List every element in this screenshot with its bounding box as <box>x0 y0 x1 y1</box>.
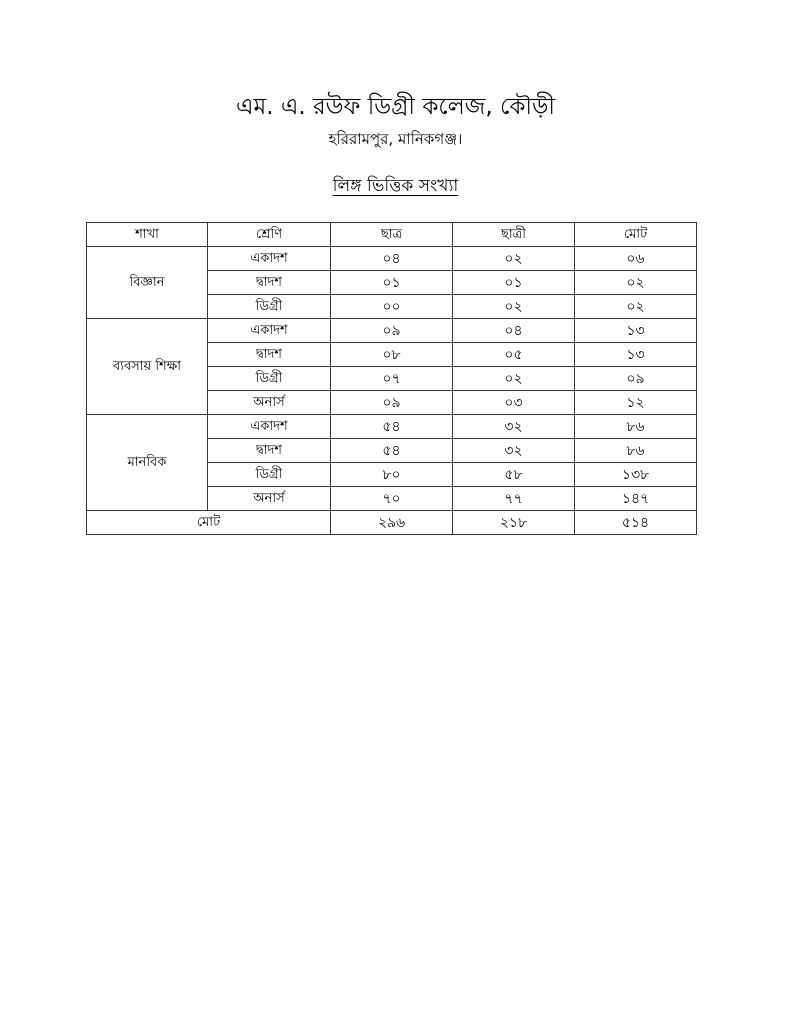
female-count-cell: ০২ <box>453 367 575 391</box>
class-cell: একাদশ <box>208 415 331 439</box>
female-count-cell: ৭৭ <box>453 487 575 511</box>
female-count-cell: ৩২ <box>453 439 575 463</box>
female-count-cell: ৫৮ <box>453 463 575 487</box>
table-title <box>0 174 791 198</box>
male-count-cell: ০৪ <box>331 247 453 271</box>
class-cell: ডিগ্রী <box>208 295 331 319</box>
female-count-cell: ০২ <box>453 295 575 319</box>
total-count-cell: ০৬ <box>575 247 697 271</box>
total-count-cell: ০২ <box>575 271 697 295</box>
grand-total-all: ৫১৪ <box>575 511 697 535</box>
column-header-class: শ্রেণি <box>208 223 331 247</box>
total-count-cell: ১৩৮ <box>575 463 697 487</box>
female-count-cell: ০৪ <box>453 319 575 343</box>
male-count-cell: ০৯ <box>331 391 453 415</box>
male-count-cell: ০১ <box>331 271 453 295</box>
gender-stats-table <box>86 222 697 535</box>
table-header-row <box>87 223 697 247</box>
table-row <box>87 415 697 439</box>
class-cell: ডিগ্রী <box>208 463 331 487</box>
male-count-cell: ০৮ <box>331 343 453 367</box>
male-count-cell: ৭০ <box>331 487 453 511</box>
branch-cell: মানবিক <box>87 415 208 511</box>
male-count-cell: ০৭ <box>331 367 453 391</box>
class-cell: দ্বাদশ <box>208 271 331 295</box>
college-address: হরিরামপুর, মানিকগঞ্জ। <box>328 130 463 148</box>
college-name: এম. এ. রউফ ডিগ্রী কলেজ, কৌড়ী <box>236 94 555 120</box>
male-count-cell: ৮০ <box>331 463 453 487</box>
column-header-male: ছাত্র <box>331 223 453 247</box>
class-cell: একাদশ <box>208 247 331 271</box>
column-header-female: ছাত্রী <box>453 223 575 247</box>
total-count-cell: ১৩ <box>575 343 697 367</box>
table-title-text: লিঙ্গ ভিত্তিক সংখ্যা <box>332 176 459 196</box>
female-count-cell: ০৩ <box>453 391 575 415</box>
female-count-cell: ০২ <box>453 247 575 271</box>
male-count-cell: ৫৪ <box>331 439 453 463</box>
total-count-cell: ১৪৭ <box>575 487 697 511</box>
male-count-cell: ৫৪ <box>331 415 453 439</box>
total-count-cell: ০২ <box>575 295 697 319</box>
male-count-cell: ০৯ <box>331 319 453 343</box>
table-row <box>87 247 697 271</box>
column-header-total: মোট <box>575 223 697 247</box>
male-count-cell: ০০ <box>331 295 453 319</box>
female-count-cell: ০৫ <box>453 343 575 367</box>
grand-total-row <box>87 511 697 535</box>
total-count-cell: ৮৬ <box>575 439 697 463</box>
class-cell: একাদশ <box>208 319 331 343</box>
female-count-cell: ০১ <box>453 271 575 295</box>
grand-total-male: ২৯৬ <box>331 511 453 535</box>
female-count-cell: ৩২ <box>453 415 575 439</box>
class-cell: ডিগ্রী <box>208 367 331 391</box>
branch-cell: বিজ্ঞান <box>87 247 208 319</box>
class-cell: অনার্স <box>208 487 331 511</box>
total-count-cell: ৮৬ <box>575 415 697 439</box>
class-cell: দ্বাদশ <box>208 343 331 367</box>
class-cell: অনার্স <box>208 391 331 415</box>
branch-cell: ব্যবসায় শিক্ষা <box>87 319 208 415</box>
grand-total-label: মোট <box>87 511 331 535</box>
class-cell: দ্বাদশ <box>208 439 331 463</box>
table-row <box>87 319 697 343</box>
column-header-branch: শাখা <box>87 223 208 247</box>
total-count-cell: ০৯ <box>575 367 697 391</box>
grand-total-female: ২১৮ <box>453 511 575 535</box>
total-count-cell: ১২ <box>575 391 697 415</box>
total-count-cell: ১৩ <box>575 319 697 343</box>
